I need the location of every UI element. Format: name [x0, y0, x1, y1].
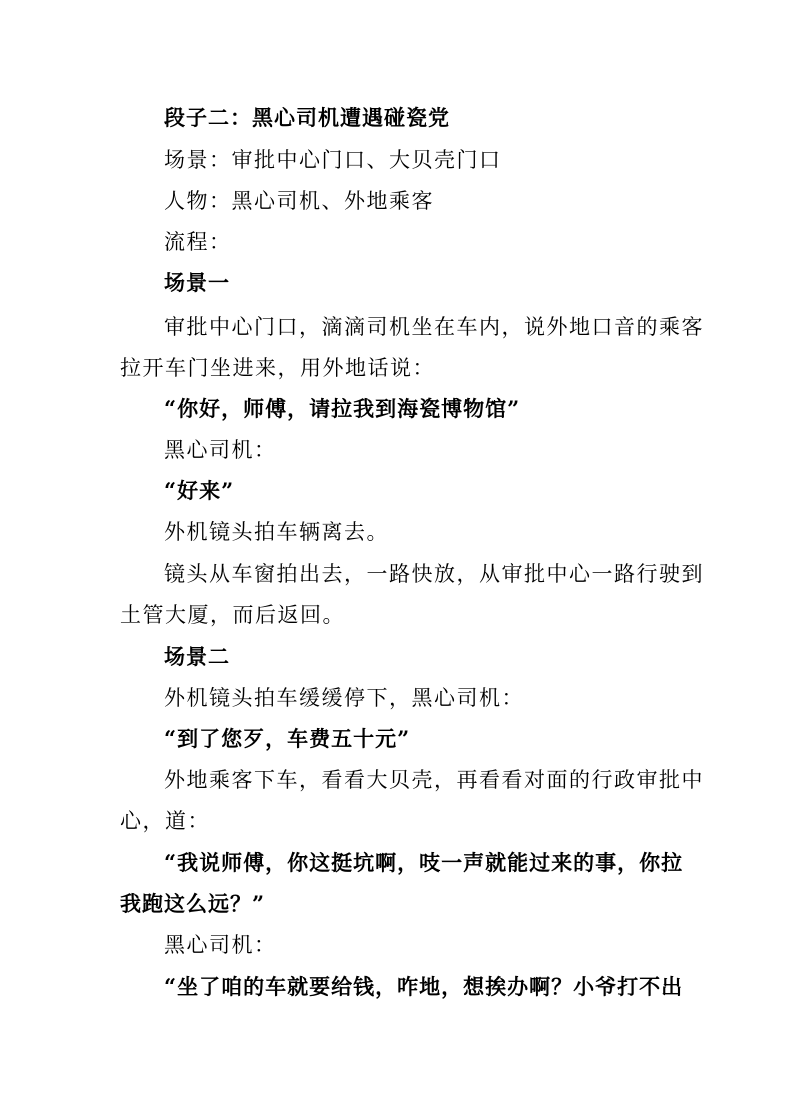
quote-4-line-1: “我说师傅，你这挺坑啊，吱一声就能过来的事，你拉 [164, 850, 684, 875]
driver-label-2: 黑心司机： [164, 933, 277, 957]
driver-label-1: 黑心司机： [164, 438, 277, 462]
paragraph-3-line-1: 镜头从车窗拍出去，一路快放，从审批中心一路行驶到 [164, 562, 704, 586]
scene2-heading: 场景二 [164, 644, 230, 669]
paragraph-4: 外机镜头拍车缓缓停下，黑心司机： [164, 686, 524, 710]
quote-2: “好来” [164, 478, 235, 503]
scene1-heading: 场景一 [164, 270, 230, 295]
quote-5-line-1: “坐了咱的车就要给钱，咋地，想挨办啊？小爷打不出 [164, 974, 684, 999]
quote-1: “你好，师傅，请拉我到海瓷博物馆” [164, 396, 521, 421]
process-label: 流程： [164, 230, 232, 254]
people-label: 人物：黑心司机、外地乘客 [164, 189, 434, 213]
paragraph-2: 外机镜头拍车辆离去。 [164, 520, 389, 544]
document-title: 段子二：黑心司机遭遇碰瓷党 [164, 105, 450, 130]
quote-3: “到了您歹，车费五十元” [164, 726, 411, 751]
paragraph-1-line-1: 审批中心门口，滴滴司机坐在车内，说外地口音的乘客 [164, 315, 704, 339]
quote-4-line-2: 我跑这么远？” [120, 891, 266, 916]
scene-label: 场景：审批中心门口、大贝壳门口 [164, 148, 502, 172]
paragraph-3-line-2: 土管大厦，而后返回。 [120, 603, 345, 627]
paragraph-5-line-1: 外地乘客下车，看看大贝壳，再看看对面的行政审批中 [164, 768, 704, 792]
paragraph-5-line-2: 心，道： [120, 809, 210, 833]
paragraph-1-line-2: 拉开车门坐进来，用外地话说： [120, 356, 435, 380]
